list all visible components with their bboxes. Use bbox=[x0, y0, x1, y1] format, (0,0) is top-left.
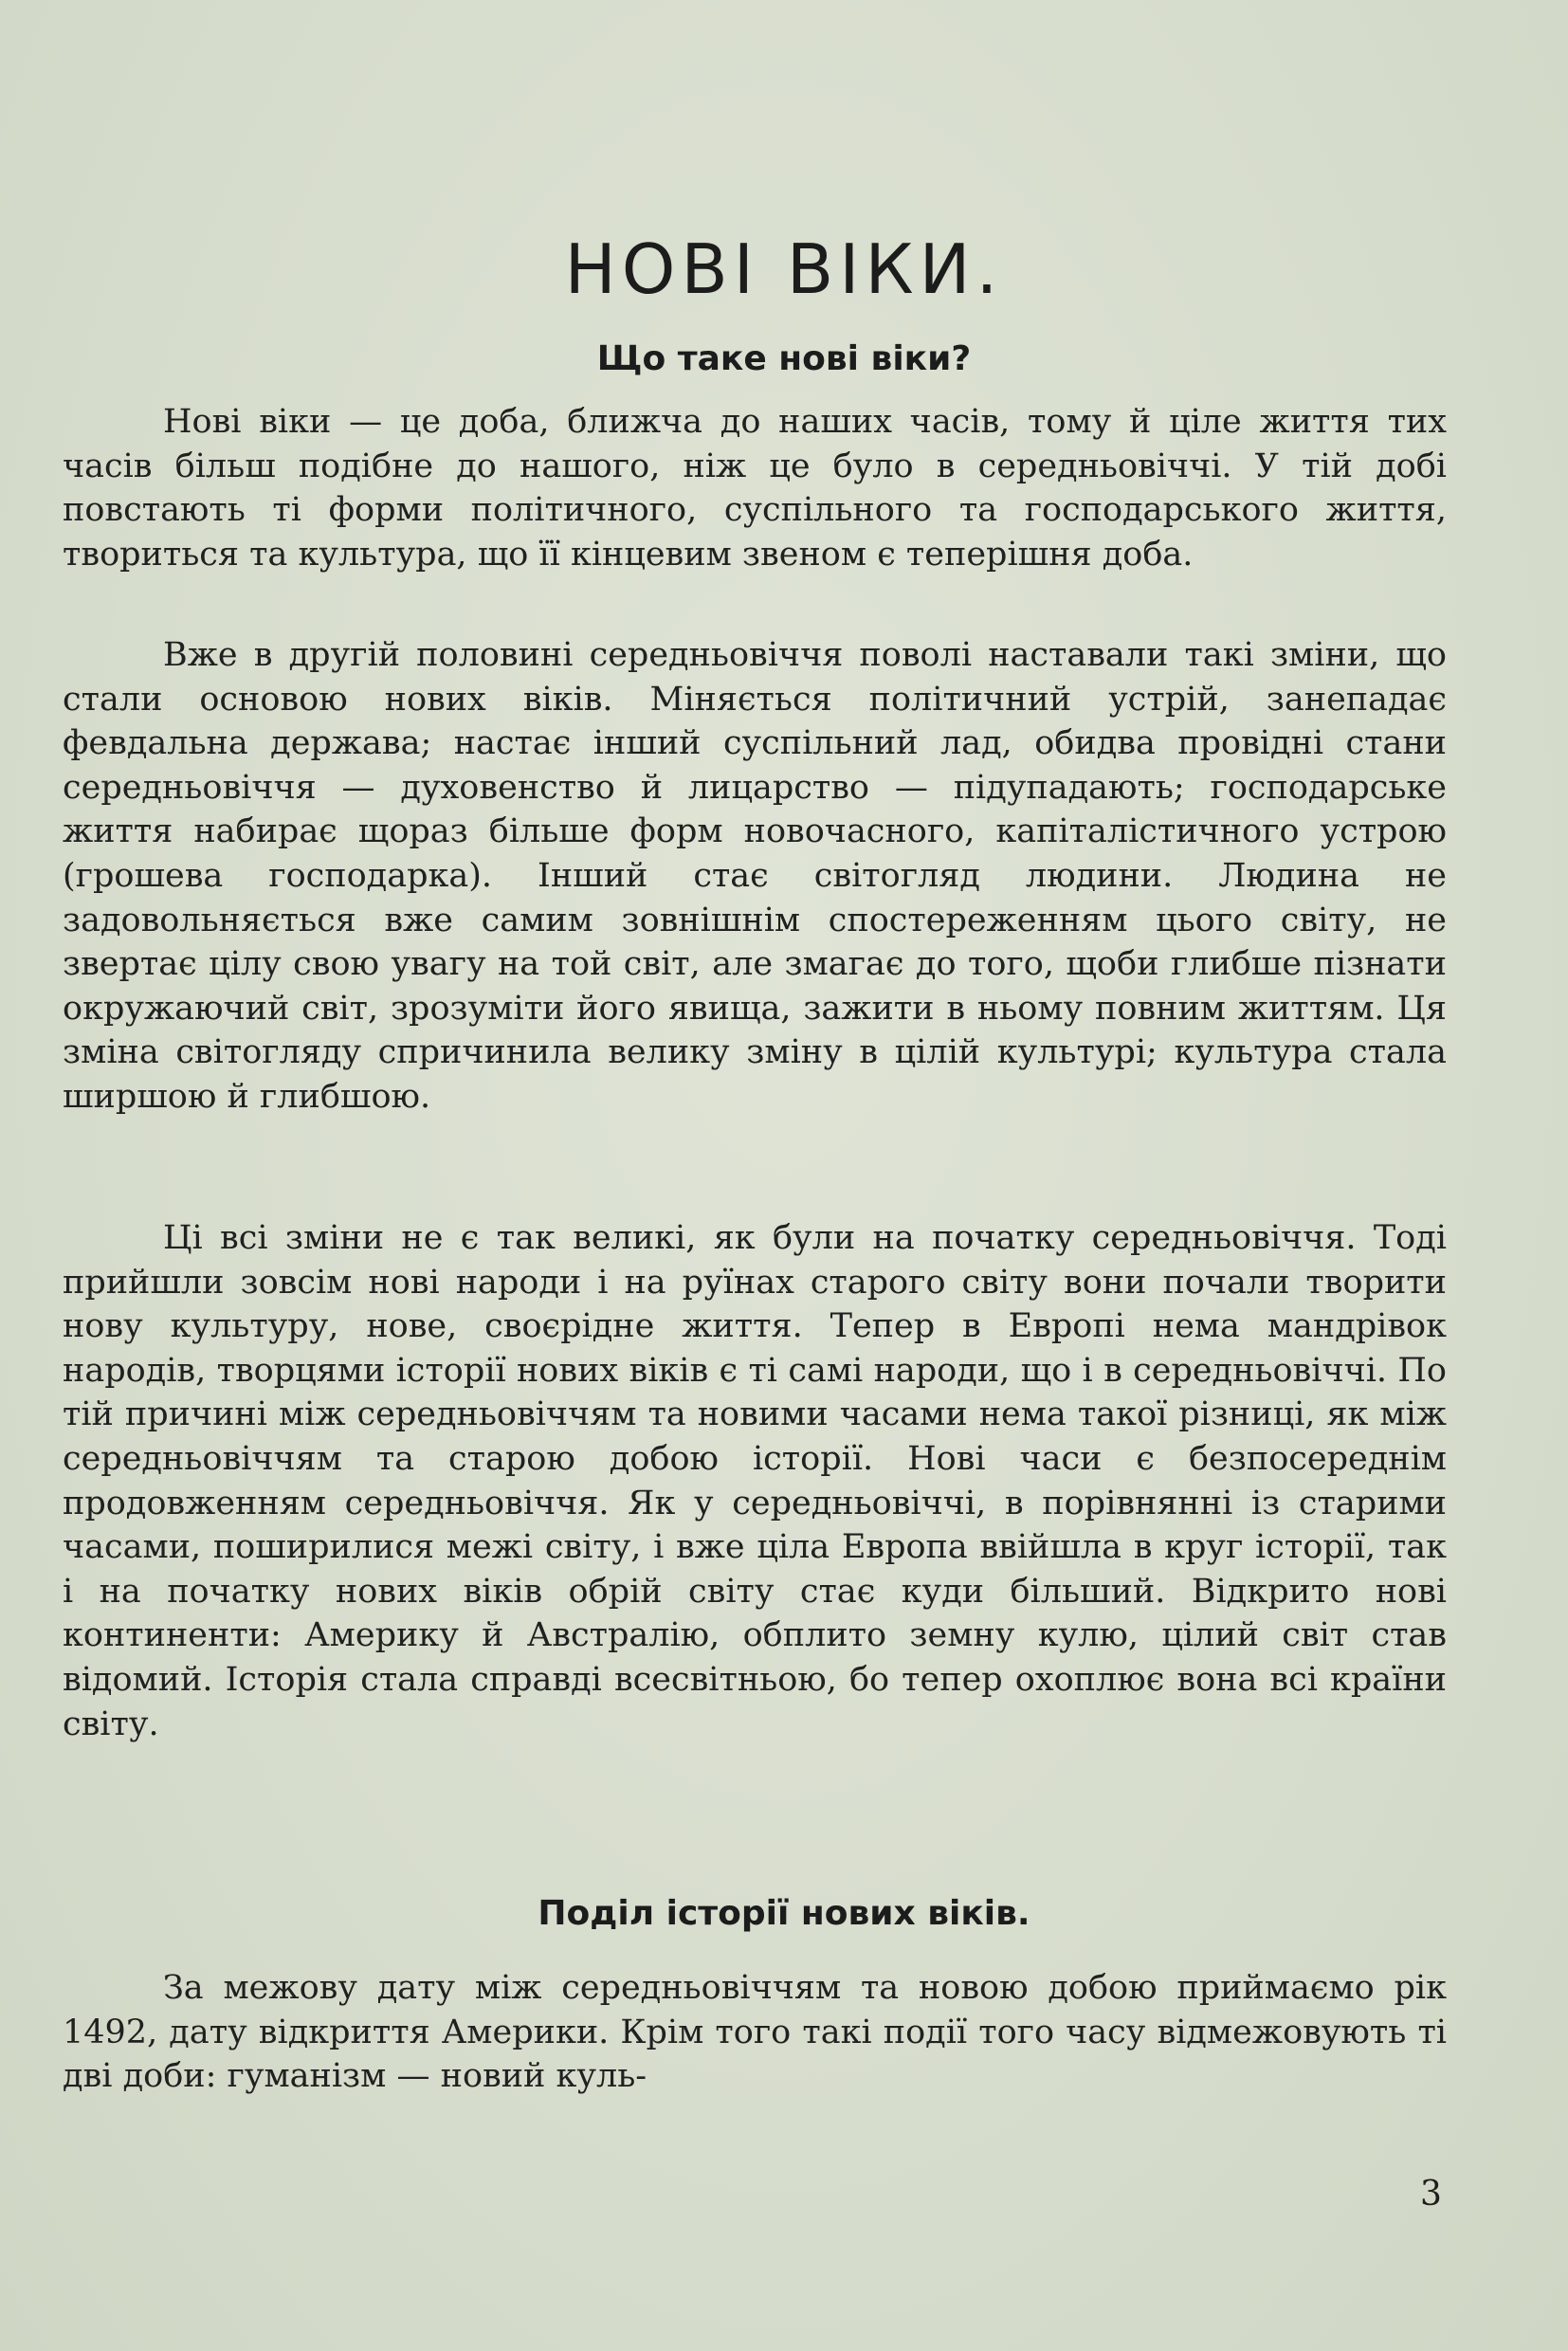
section-heading: Що таке нові віки? bbox=[596, 339, 972, 378]
section-heading: Поділ історії нових віків. bbox=[538, 1894, 1030, 1933]
paragraph: Вже в другій половині середньовіччя поволі наставали такі зміни, що стали основою нових віків. Міняється політичний устрій, занепадає февдальна держава; настає інший суспільний лад, обидва провідні стани середньовіччя — духовенство й лицарство — підупадають; господарське життя набирає щораз більше форм новочасного, капіталістичного устрою (грошева господарка). Інший стає світогляд людини. Людина не задовольняється вже самим зовнішнім спостереженням цього світу, не звертає цілу свою увагу на той світ, але змагає до того, щоби глибше пізнати окружаючий світ, зрозуміти його явища, зажити в ньому повним життям. Ця зміна світогляду спричинила велику зміну в цілій культурі; культура стала ширшою й глибшою. bbox=[63, 636, 1447, 1116]
paragraph: За межову дату між середньовіччям та новою добою приймаємо рік 1492, дату відкриття Америки. Крім того такі події того часу відмежовують ті дві доби: гуманізм — новий куль- bbox=[63, 1969, 1447, 2096]
paragraph: Ці всі зміни не є так великі, як були на початку середньовіччя. Тоді прийшли зовсім нові народи і на руїнах старого світу вони почали творити нову культуру, нове, своєрідне життя. Тепер в Европі нема мандрівок народів, творцями історії нових віків є ті самі народи, що і в середньовіччі. По тій причині між середньовіччям та новими часами нема такої різниці, як між середньовіччям та старою добою історії. Нові часи є безпосереднім продовженням середньовіччя. Як у середньовіччі, в порівнянні із старими часами, поширилися межі світу, і вже ціла Европа ввійшла в круг історії, так і на початку нових віків обрій світу стає куди більший. Відкрито нові континенти: Америку й Австралію, обплито земну кулю, цілий світ став відомий. Історія стала справді всесвітньою, бо тепер охоплює вона всі країни світу. bbox=[63, 1219, 1447, 1743]
paragraph: Нові віки — це доба, ближча до наших часів, тому й ціле життя тих часів більш подібне до нашого, ніж це було в середньовіччі. У тій добі повстають ті форми політичного, суспільного та господарського життя, твориться та культура, що її кінцевим звеном є теперішня доба. bbox=[63, 403, 1447, 574]
page-number: 3 bbox=[1420, 2175, 1442, 2214]
chapter-title: НОВІ ВІКИ. bbox=[564, 229, 1004, 309]
